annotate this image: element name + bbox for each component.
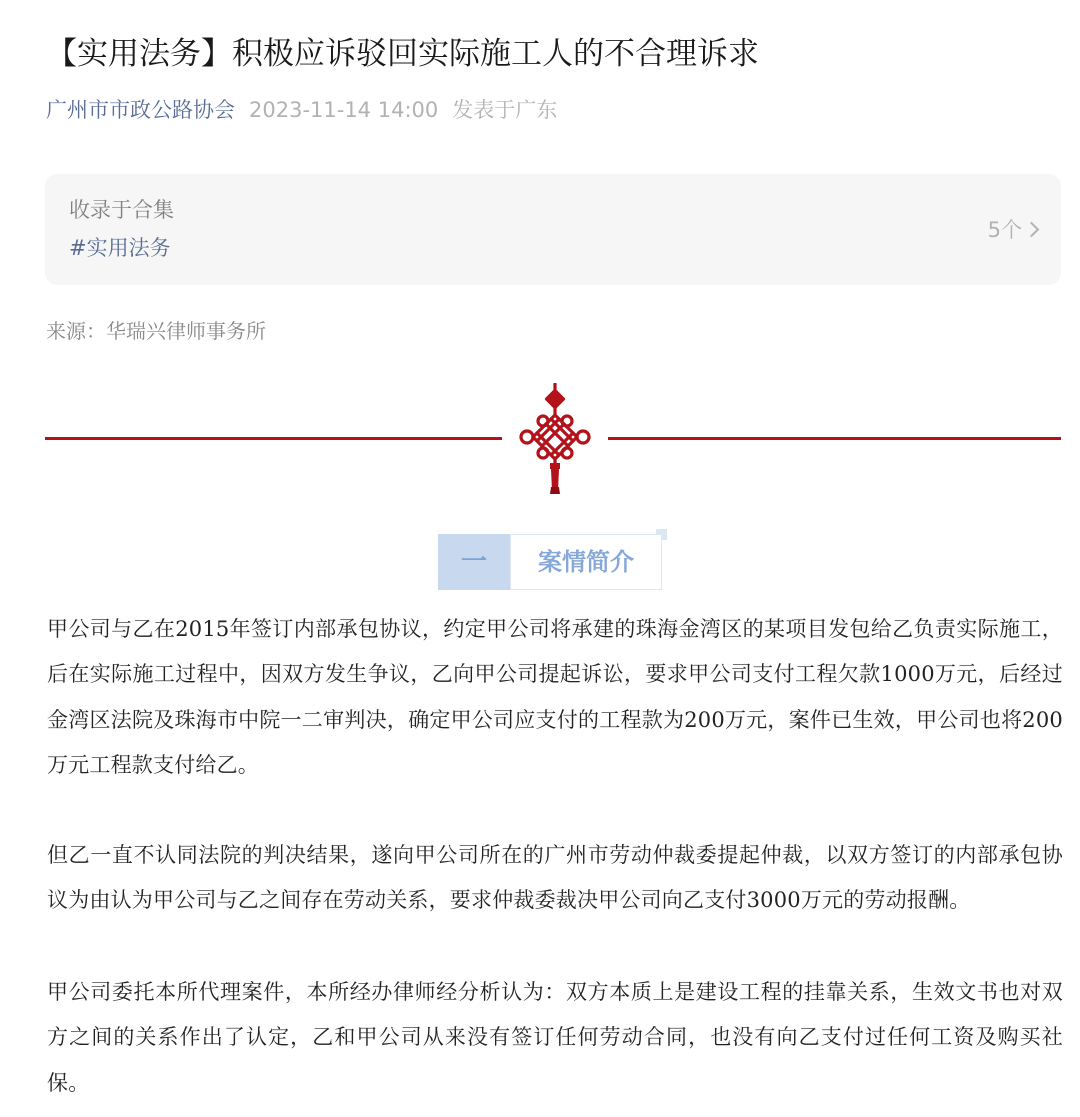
publish-date: 2023-11-14 14:00 (249, 98, 439, 122)
chinese-knot-icon (515, 383, 595, 495)
paragraph-3: 甲公司委托本所代理案件，本所经办律师经分析认为：双方本质上是建设工程的挂靠关系，生效文书也对双方之间的关系作出了认定，乙和甲公司从来没有签订任何劳动合同，也没有向乙支付过任何工资及购买社保。 (47, 980, 1063, 1095)
album-tag-link[interactable]: #实用法务 (69, 236, 171, 260)
album-count[interactable] (988, 214, 1037, 246)
album-count-text: 5个 (987, 218, 1022, 242)
album-label: 收录于合集 (69, 198, 174, 222)
paragraph-1: 甲公司与乙在2015年签订内部承包协议，约定甲公司将承建的珠海金湾区的某项目发包给乙负责实际施工，后在实际施工过程中，因双方发生争议，乙向甲公司提起诉讼，要求甲公司支付工程欠款1000万元，后经过金湾区法院及珠海市中院一二审判决，确定甲公司应支付的工程款为200万元，案件已生效，甲公司也将200万元工程款支付给乙。 (47, 617, 1063, 777)
section-title: 案情简介 (510, 534, 662, 590)
divider-line-left (45, 437, 502, 440)
account-name-link[interactable]: 广州市市政公路协会 (46, 98, 235, 122)
article-meta (46, 93, 557, 127)
source-line: 来源：华瑞兴律师事务所 (46, 319, 266, 343)
chevron-right-icon (1024, 222, 1040, 238)
section-number: 一 (438, 534, 510, 590)
publish-location: 发表于广东 (452, 98, 558, 122)
section-heading (438, 534, 661, 590)
article-title: 【实用法务】积极应诉驳回实际施工人的不合理诉求 (46, 36, 759, 72)
divider-line-right (608, 437, 1061, 440)
paragraph-2: 但乙一直不认同法院的判决结果，遂向甲公司所在的广州市劳动仲裁委提起仲裁，以双方签订的内部承包协议为由认为甲公司与乙之间存在劳动关系，要求仲裁委裁决甲公司向乙支付3000万元的劳动报酬。 (47, 843, 1063, 913)
album-card[interactable] (45, 174, 1061, 285)
